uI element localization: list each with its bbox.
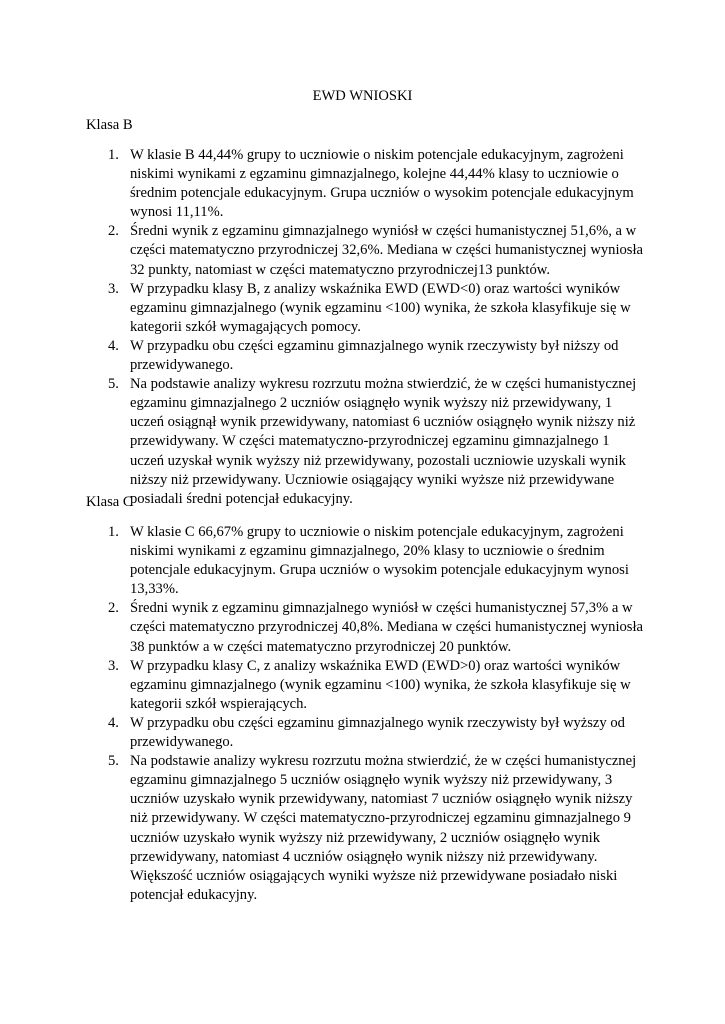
conclusions-list-klasa-b — [86, 146, 646, 509]
list-item — [86, 523, 646, 599]
list-item-text: W klasie C 66,67% grupy to uczniowie o niskim potencjale edukacyjnym, zagrożeni niskimi wynikami z egzaminu gimnazjalnego, 20% klasy to uczniowie o średnim potencjale edukacyjnym. Grupa uczniów o wysokim potencjale edukacyjnym wynosi 13,33%. — [130, 524, 629, 598]
list-item — [86, 657, 646, 714]
conclusions-list-klasa-c — [86, 523, 646, 905]
list-item — [86, 280, 646, 337]
list-item-text: W przypadku obu części egzaminu gimnazjalnego wynik rzeczywisty był niższy od przewidywanego. — [130, 337, 619, 374]
list-item — [86, 599, 646, 656]
list-item-text: W przypadku klasy C, z analizy wskaźnika EWD (EWD>0) oraz wartości wyników egzaminu gimnazjalnego (wynik egzaminu <100) wynika, że szkoła klasyfikuje się w kategorii szkół wspierających. — [130, 657, 631, 712]
list-item-text: W klasie B 44,44% grupy to uczniowie o niskim potencjale edukacyjnym, zagrożeni niskimi wynikami z egzaminu gimnazjalnego, kolejne 44,44% klasy to uczniowie o średnim potencjale edukacyjnym. Grupa uczniów o wysokim potencjale edukacyjnym wynosi 11,11%. — [130, 147, 634, 221]
section-heading-klasa-b: Klasa B — [86, 117, 133, 133]
list-item-text: Na podstawie analizy wykresu rozrzutu można stwierdzić, że w części humanistycznej egzaminu gimnazjalnego 5 uczniów osiągnęło wynik wyższy niż przewidywany, 3 uczniów uzyskało wynik przewidywany, natomiast 7 uczniów osiągnęło wynik niższy niż przewidywany. W części matematyczno-przyrodniczej egzaminu gimnazjalnego 9 uczniów uzyskało wynik wyższy niż przewidywany, 2 uczniów osiągnęło wynik przewidywany, natomiast 4 uczniów osiągnęło wynik niższy niż przewidywany. Większość uczniów osiągających wyniki wyższe niż przewidywane posiadało niski potencjał edukacyjny. — [130, 753, 637, 903]
list-item-text: W przypadku klasy B, z analizy wskaźnika EWD (EWD<0) oraz wartości wyników egzaminu gimnazjalnego (wynik egzaminu <100) wynika, że szkoła klasyfikuje się w kategorii szkół wymagających pomocy. — [130, 280, 631, 335]
list-item-number: 3. — [108, 280, 119, 297]
list-item-text: Średni wynik z egzaminu gimnazjalnego wyniósł w części humanistycznej 57,3% a w części matematyczno przyrodniczej 40,8%. Mediana w części humanistycznej wyniosła 38 punktów a w części matematyczno przyrodniczej 20 punktów. — [130, 600, 644, 655]
list-item-number: 1. — [108, 524, 119, 540]
list-item-number: 2. — [108, 223, 119, 240]
list-item-text: Średni wynik z egzaminu gimnazjalnego wyniósł w części humanistycznej 51,6%, a w części matematyczno przyrodniczej 32,6%. Mediana w części humanistycznej wyniosła 32 punkty, natomiast w części matematyczno przyrodniczej13 punktów. — [130, 223, 644, 278]
list-item-text: Na podstawie analizy wykresu rozrzutu można stwierdzić, że w części humanistycznej egzaminu gimnazjalnego 2 uczniów osiągnęło wynik wyższy niż przewidywany, 1 uczeń osiągnął wynik przewidywany, natomiast 6 uczniów osiągnęło wynik niższy niż przewidywany. W części matematyczno-przyrodniczej egzaminu gimnazjalnego 1 uczeń uzyskał wynik wyższy niż przewidywany, pozostali uczniowie uzyskali wynik niższy niż przewidywany. Uczniowie osiągający wyniki wyższe niż przewidywane posiadali średni potencjał edukacyjny. — [130, 376, 637, 507]
list-item — [86, 337, 646, 375]
list-item-number: 4. — [108, 714, 119, 731]
list-item-number: 5. — [108, 376, 119, 393]
section-heading-klasa-c: Klasa C — [86, 494, 133, 510]
list-item-text: W przypadku obu części egzaminu gimnazjalnego wynik rzeczywisty był wyższy od przewidywanego. — [130, 714, 625, 751]
list-item — [86, 375, 646, 509]
document-title: EWD WNIOSKI — [312, 88, 413, 104]
list-item-number: 4. — [108, 337, 119, 354]
list-item-number: 1. — [108, 147, 119, 163]
list-item-number: 2. — [108, 600, 119, 617]
list-item — [86, 714, 646, 752]
list-item-number: 5. — [108, 753, 119, 770]
list-item-number: 3. — [108, 657, 119, 674]
list-item — [86, 146, 646, 222]
list-item — [86, 222, 646, 279]
list-item — [86, 752, 646, 905]
